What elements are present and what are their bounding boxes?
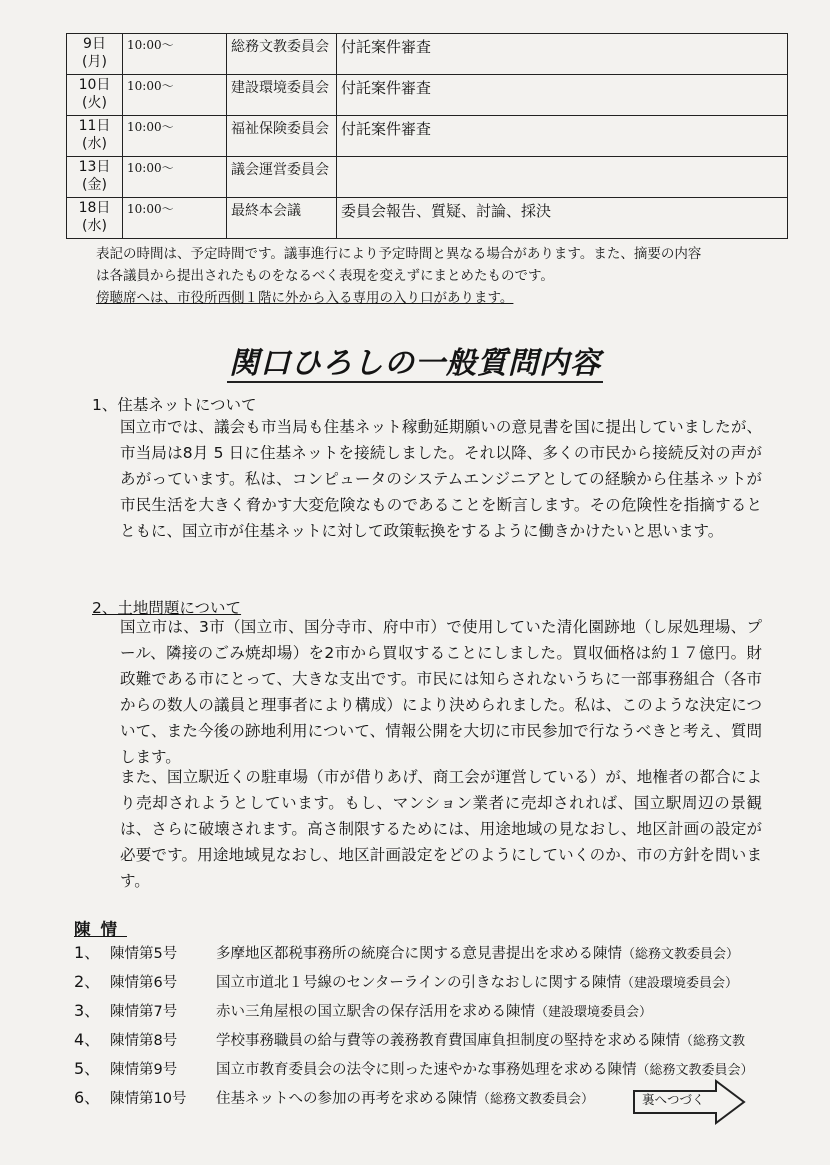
summary-cell: 付託案件審査 — [337, 75, 788, 116]
schedule-row — [67, 116, 788, 157]
note-line-2: は各議員から提出されたものをなるべく表現を変えずにまとめたものです。 — [96, 268, 554, 284]
petition-item — [74, 996, 794, 1025]
schedule-table — [66, 33, 788, 239]
committee-cell: 最終本会議 — [227, 198, 337, 239]
schedule-row — [67, 34, 788, 75]
day-label: 9日 — [83, 36, 106, 52]
section-heading-1: 1、住基ネットについて — [92, 396, 257, 414]
date-cell — [67, 75, 123, 116]
time-cell: 10:00〜 — [123, 157, 227, 198]
petition-text — [216, 940, 794, 969]
day-label: 18日 — [78, 200, 111, 216]
section-body-1: 国立市では、議会も市当局も住基ネット稼動延期願いの意見書を国に提出していましたが、市当局は8月 5 日に住基ネットを接続しました。それ以降、多くの市民から接続反対の声があがっています。私は、コンピュータのシステムエンジニアとしての経験から住基ネットが市民生活を大きく脅かす大変危険なものであることを断言します。その危険性を指摘するとともに、国立市が住基ネットに対して政策転換をするように働きかけたいと思います。 — [120, 418, 762, 540]
date-cell — [67, 198, 123, 239]
petition-number: 3、 — [74, 1001, 101, 1020]
section-body-2: 国立市は、3市（国立市、国分寺市、府中市）で使用していた清化園跡地（し尿処理場、プール、隣接のごみ焼却場）を2市から買収することにしました。買収価格は約１７億円。財政難である市にとって、大きな支出です。市民には知らされないうちに一部事務組合（各市からの数人の議員と理事者により構成）により決められました。私は、このような決定について、また今後の跡地利用について、情報公開を大切に市民参加で行なうべきと考え、質問します。 — [120, 618, 762, 766]
petition-title: 赤い三角屋根の国立駅舎の保存活用を求める陳情 — [216, 1004, 535, 1020]
petition-title: 住基ネットへの参加の再考を求める陳情 — [216, 1091, 477, 1107]
note-line-3: 傍聴席へは、市役所西側１階に外から入る専用の入り口があります。 — [96, 290, 514, 306]
petition-number: 1、 — [74, 943, 101, 962]
committee-cell: 総務文教委員会 — [227, 34, 337, 75]
petition-committee: （総務文教 — [680, 1034, 746, 1049]
schedule-row — [67, 198, 788, 239]
schedule-row — [67, 75, 788, 116]
summary-cell: 付託案件審査 — [337, 34, 788, 75]
petition-title: 学校事務職員の給与費等の義務教育費国庫負担制度の堅持を求める陳情 — [216, 1033, 680, 1049]
schedule-note — [96, 243, 786, 309]
continued-label: 裏へつづく — [642, 1092, 705, 1107]
time-cell: 10:00〜 — [123, 75, 227, 116]
day-label: 11日 — [78, 118, 111, 134]
petition-item — [74, 967, 794, 996]
day-label: 10日 — [78, 77, 111, 93]
petition-id: 陳情第9号 — [110, 1062, 178, 1078]
petition-text — [216, 969, 794, 998]
date-cell — [67, 34, 123, 75]
petitions-heading: 陳情 — [74, 920, 127, 939]
petition-item — [74, 938, 794, 967]
summary-cell — [337, 157, 788, 198]
committee-cell: 建設環境委員会 — [227, 75, 337, 116]
petition-number: 4、 — [74, 1030, 101, 1049]
petition-committee: （総務文教委員会） — [622, 947, 740, 962]
summary-cell: 付託案件審査 — [337, 116, 788, 157]
petition-committee: （建設環境委員会） — [620, 976, 738, 991]
weekday-label: (水) — [82, 218, 107, 234]
petition-id: 陳情第5号 — [110, 946, 178, 962]
committee-cell: 議会運営委員会 — [227, 157, 337, 198]
petition-title: 多摩地区都税事務所の統廃合に関する意見書提出を求める陳情 — [216, 946, 622, 962]
section-body-2b: また、国立駅近くの駐車場（市が借りあげ、商工会が運営している）が、地権者の都合により売却されようとしています。もし、マンション業者に売却されれば、国立駅周辺の景観は、さらに破壊されます。高さ制限するためには、用途地域の見なおし、地区計画の設定が必要です。用途地域見なおし、地区計画設定をどのようにしていくのか、市の方針を問います。 — [120, 768, 762, 890]
weekday-label: (月) — [82, 54, 107, 70]
page-title: 関口ひろしの一般質問内容 — [229, 346, 601, 381]
petition-id: 陳情第8号 — [110, 1033, 178, 1049]
time-cell: 10:00〜 — [123, 34, 227, 75]
schedule-row — [67, 157, 788, 198]
date-cell — [67, 116, 123, 157]
petition-id: 陳情第6号 — [110, 975, 178, 991]
day-label: 13日 — [78, 159, 111, 175]
petition-text — [216, 998, 794, 1027]
weekday-label: (火) — [82, 95, 107, 111]
petition-number: 5、 — [74, 1059, 101, 1078]
petition-committee: （総務文教委員会） — [477, 1092, 595, 1107]
time-cell: 10:00〜 — [123, 116, 227, 157]
date-cell — [67, 157, 123, 198]
summary-cell: 委員会報告、質疑、討論、採決 — [337, 198, 788, 239]
petition-item — [74, 1025, 794, 1054]
section-heading-2: 2、土地問題について — [92, 599, 242, 617]
committee-cell: 福祉保険委員会 — [227, 116, 337, 157]
petition-committee: （総務文教委員会） — [636, 1063, 754, 1078]
note-line-1: 表記の時間は、予定時間です。議事進行により予定時間と異なる場合があります。また、摘要の内容 — [96, 246, 702, 262]
petition-number: 2、 — [74, 972, 101, 991]
weekday-label: (水) — [82, 136, 107, 152]
petition-id: 陳情第10号 — [110, 1091, 187, 1107]
petition-title: 国立市教育委員会の法令に則った速やかな事務処理を求める陳情 — [216, 1062, 637, 1078]
time-cell: 10:00〜 — [123, 198, 227, 239]
petition-id: 陳情第7号 — [110, 1004, 178, 1020]
petition-committee: （建設環境委員会） — [535, 1005, 653, 1020]
weekday-label: (金) — [82, 177, 107, 193]
petition-title: 国立市道北１号線のセンターラインの引きなおしに関する陳情 — [216, 975, 621, 991]
petition-text — [216, 1027, 794, 1056]
petition-number: 6、 — [74, 1088, 101, 1107]
